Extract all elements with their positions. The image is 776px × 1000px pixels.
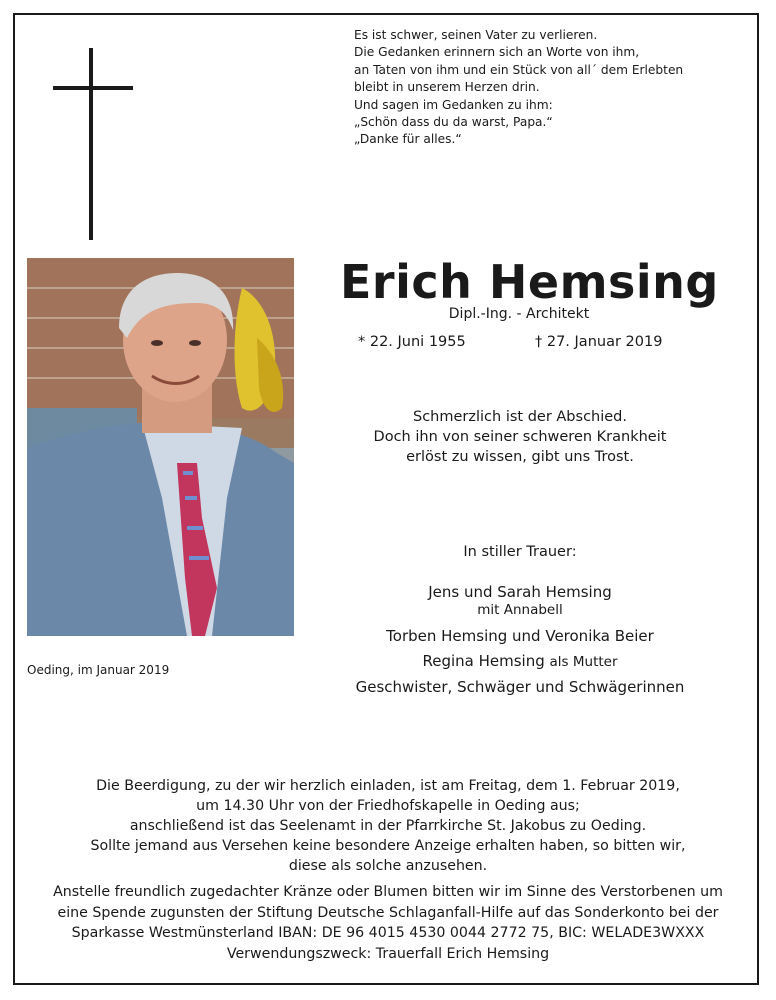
poem-line: Die Gedanken erinnern sich an Worte von ihm, xyxy=(354,45,640,60)
funeral-line: Sollte jemand aus Versehen keine besondere Anzeige erhalten haben, so bitten wir, xyxy=(90,838,686,854)
donation-info xyxy=(20,882,756,964)
donation-line: Anstelle freundlich zugedachter Kränze oder Blumen bitten wir im Sinne des Verstorbenen um xyxy=(53,884,723,900)
mourner-relation: als Mutter xyxy=(549,654,618,670)
cross-horizontal-bar xyxy=(53,86,133,90)
portrait-photo xyxy=(27,258,294,636)
mourner-line: Torben Hemsing und Veronika Beier xyxy=(386,627,654,645)
donation-line: Sparkasse Westmünsterland IBAN: DE 96 4015 4530 0044 2772 75, BIC: WELADE3WXXX xyxy=(71,925,705,941)
death-date: † 27. Januar 2019 xyxy=(535,334,663,350)
poem-line: Es ist schwer, seinen Vater zu verlieren. xyxy=(354,28,598,42)
mourner-subline: mit Annabell xyxy=(477,602,563,618)
poem-line: bleibt in unserem Herzen drin. xyxy=(354,80,540,95)
mourner-line xyxy=(300,649,740,675)
funeral-line: Die Beerdigung, zu der wir herzlich einladen, ist am Freitag, dem 1. Februar 2019, xyxy=(96,778,680,794)
place-date-caption: Oeding, im Januar 2019 xyxy=(27,663,170,677)
funeral-line: diese als solche anzusehen. xyxy=(288,858,488,874)
mourning-heading: In stiller Trauer: xyxy=(463,544,577,560)
quote-line: erlöst zu wissen, gibt uns Trost. xyxy=(406,449,634,465)
cross-vertical-bar xyxy=(89,48,93,240)
deceased-name: Erich Hemsing xyxy=(340,255,719,309)
donation-line: Verwendungszweck: Trauerfall Erich Hemsing xyxy=(226,945,550,962)
funeral-info xyxy=(40,776,736,876)
consolation-quote xyxy=(300,407,740,467)
poem-line: Und sagen im Gedanken zu ihm: xyxy=(354,97,553,112)
mourner-name: Regina Hemsing xyxy=(422,652,545,670)
quote-line: Schmerzlich ist der Abschied. xyxy=(413,409,627,425)
mourner-line: Jens und Sarah Hemsing xyxy=(428,583,612,601)
mourners-list xyxy=(300,580,740,700)
mourner-line: Geschwister, Schwäger und Schwägerinnen xyxy=(355,678,685,696)
funeral-line: um 14.30 Uhr von der Friedhofskapelle in Oeding aus; xyxy=(196,798,580,814)
quote-line: Doch ihn von seiner schweren Krankheit xyxy=(373,429,667,445)
poem-line: „Danke für alles.“ xyxy=(354,132,462,147)
poem xyxy=(354,27,744,149)
poem-line: an Taten von ihm und ein Stück von all´ dem Erlebten xyxy=(354,62,684,77)
poem-line: „Schön dass du da warst, Papa.“ xyxy=(354,115,553,130)
deceased-title: Dipl.-Ing. - Architekt xyxy=(448,306,590,322)
funeral-line: anschließend ist das Seelenamt in der Pfarrkirche St. Jakobus zu Oeding. xyxy=(129,818,647,834)
birth-date: * 22. Juni 1955 xyxy=(358,334,466,350)
donation-line: eine Spende zugunsten der Stiftung Deutsche Schlaganfall-Hilfe auf das Sonderkonto bei der xyxy=(57,904,719,921)
